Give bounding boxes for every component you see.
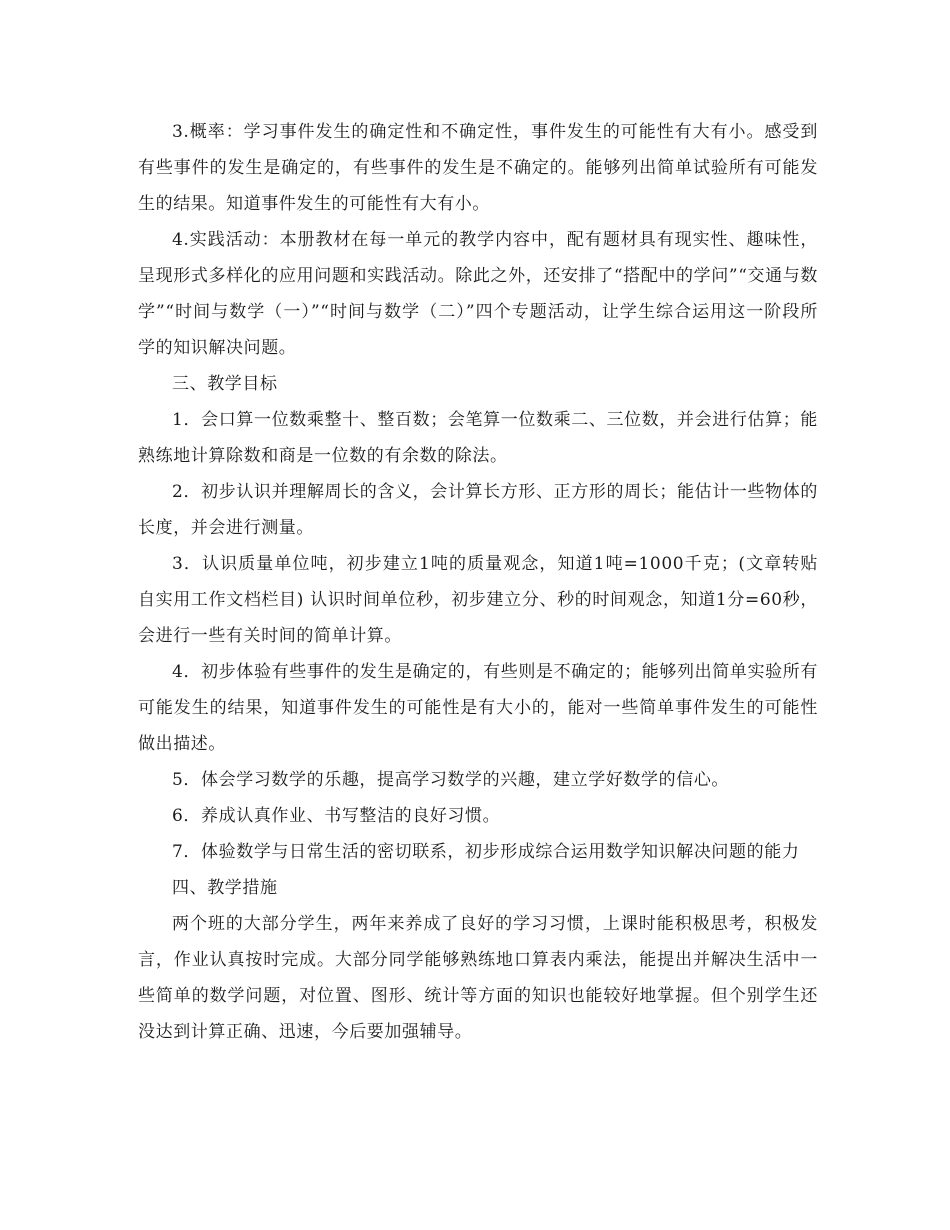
goal-item-6: 6．养成认真作业、书写整洁的良好习惯。 bbox=[172, 806, 501, 826]
goal-item-3: 3．认识质量单位吨，初步建立1吨的质量观念，知道1吨=1000千克；(文章转贴自实用工作文档栏目) 认识时间单位秒，初步建立分、秒的时间观念，知道1分=60秒，会进行一些有关时间的简单计算。 bbox=[138, 554, 818, 646]
goal-item-4: 4．初步体验有些事件的发生是确定的，有些则是不确定的；能够列出简单实验所有可能发生的结果，知道事件发生的可能性是有大小的，能对一些简单事件发生的可能性做出描述。 bbox=[138, 662, 818, 754]
goal-item-2: 2．初步认识并理解周长的含义，会计算长方形、正方形的周长；能估计一些物体的长度，并会进行测量。 bbox=[138, 482, 818, 538]
paragraph-probability: 3.概率：学习事件发生的确定性和不确定性，事件发生的可能性有大有小。感受到有些事件的发生是确定的，有些事件的发生是不确定的。能够列出简单试验所有可能发生的结果。知道事件发生的可能性有大有小。 bbox=[138, 122, 818, 214]
goal-item-7: 7．体验数学与日常生活的密切联系，初步形成综合运用数学知识解决问题的能力 bbox=[172, 842, 800, 862]
document-body bbox=[138, 114, 818, 1050]
goal-item-5: 5．体会学习数学的乐趣，提高学习数学的兴趣，建立学好数学的信心。 bbox=[172, 770, 730, 790]
section-heading-teaching-measures: 四、教学措施 bbox=[172, 878, 278, 898]
paragraph-measures: 两个班的大部分学生，两年来养成了良好的学习习惯，上课时能积极思考，积极发言，作业认真按时完成。大部分同学能够熟练地口算表内乘法，能提出并解决生活中一些简单的数学问题，对位置、图形、统计等方面的知识也能较好地掌握。但个别学生还没达到计算正确、迅速，今后要加强辅导。 bbox=[138, 914, 818, 1042]
goal-item-1: 1．会口算一位数乘整十、整百数；会笔算一位数乘二、三位数，并会进行估算；能熟练地计算除数和商是一位数的有余数的除法。 bbox=[138, 410, 818, 466]
paragraph-practice-activities: 4.实践活动：本册教材在每一单元的教学内容中，配有题材具有现实性、趣味性，呈现形式多样化的应用问题和实践活动。除此之外，还安排了“搭配中的学问”“交通与数学”“时间与数学（一）”“时间与数学（二）”四个专题活动，让学生综合运用这一阶段所学的知识解决问题。 bbox=[138, 230, 818, 358]
section-heading-teaching-goals: 三、教学目标 bbox=[172, 374, 278, 394]
